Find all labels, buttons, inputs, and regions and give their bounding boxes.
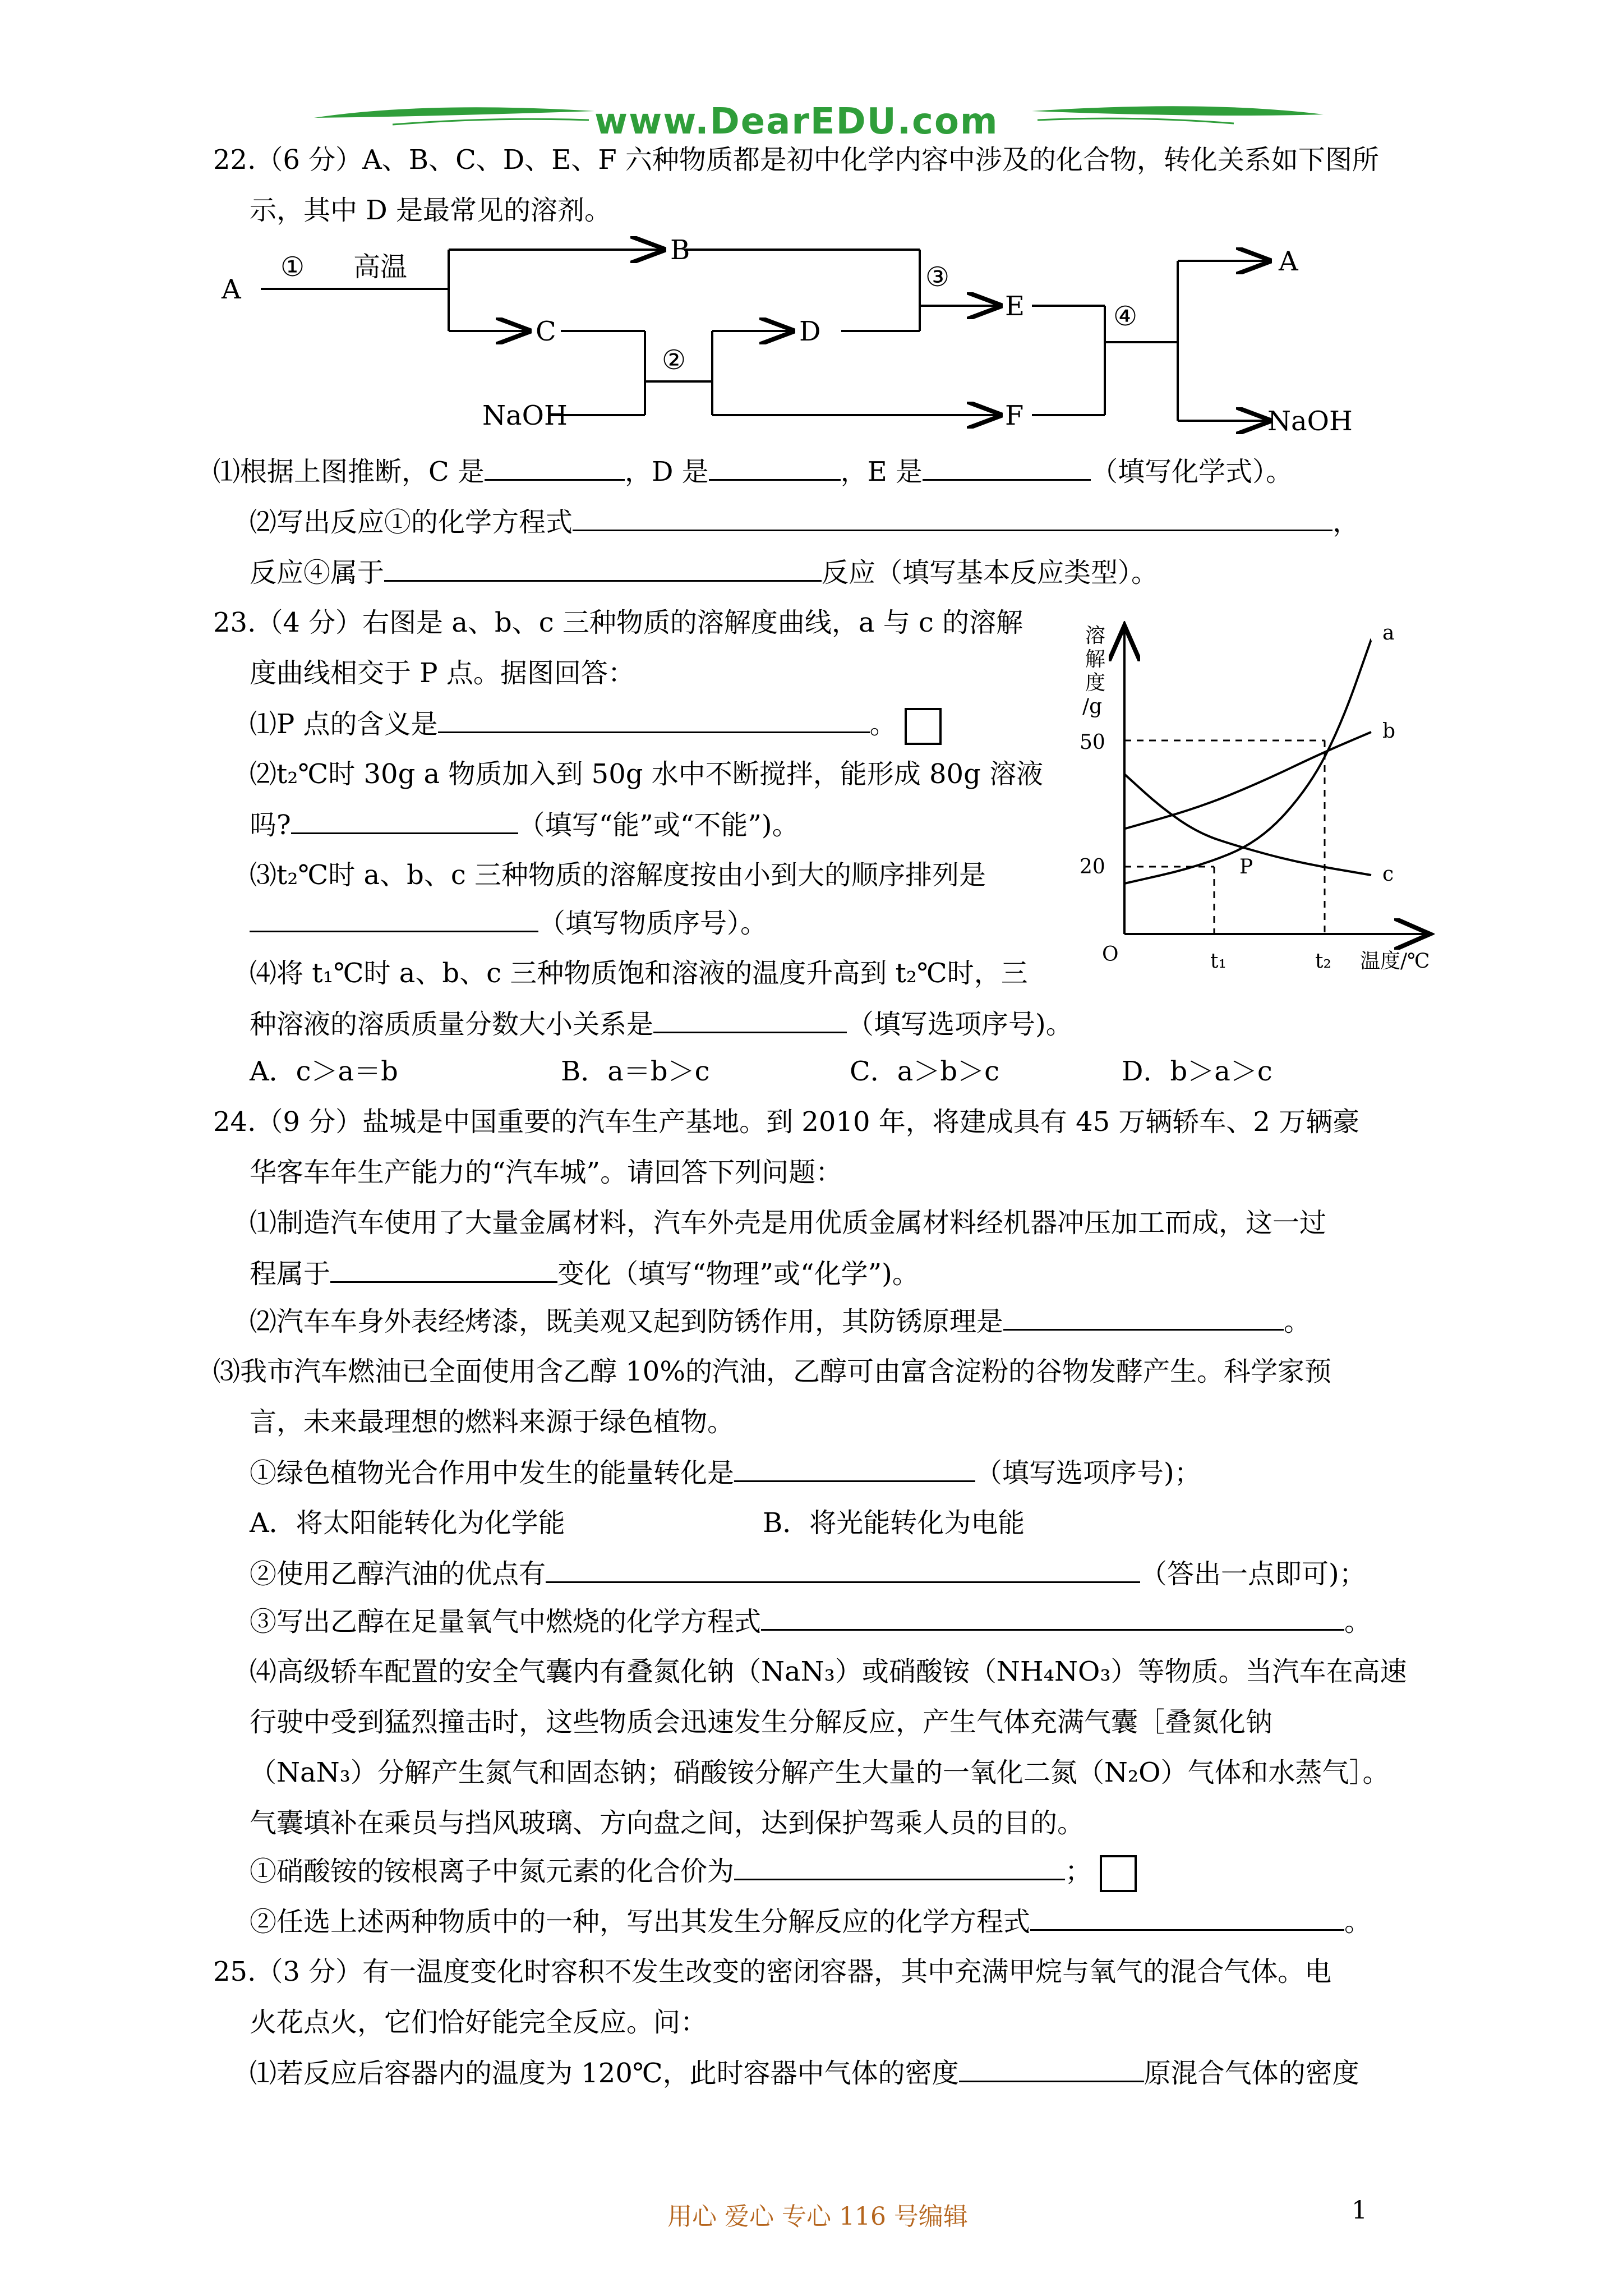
- q25-line1: 25.（3 分）有一温度变化时容积不发生改变的密闭容器，其中充满甲烷与氧气的混合气体。电: [213, 1956, 1332, 1987]
- series-label-c: c: [1382, 863, 1394, 886]
- node-a-left: A: [222, 274, 241, 305]
- q24-sub3: ③写出乙醇在足量氧气中燃烧的化学方程式 。: [250, 1604, 1371, 1639]
- step-2-label: ②: [662, 344, 686, 376]
- q22-part1: ⑴根据上图推断，C 是 ，D 是 ，E 是 （填写化学式）。: [213, 454, 1293, 489]
- q23-part4a: ⑷将 t₁℃时 a、b、c 三种物质饱和溶液的温度升高到 t₂℃时，三: [250, 958, 1028, 989]
- xlabel: 温度/℃: [1360, 950, 1430, 973]
- q24-part4c: （NaN₃）分解产生氮气和固态钠；硝酸铵分解产生大量的一氧化二氮（N₂O）气体和水蒸气］。: [250, 1757, 1390, 1788]
- answer-blank-order[interactable]: [250, 906, 538, 932]
- naoh-product: NaOH: [1267, 406, 1353, 437]
- ylabel-char-1: 溶: [1085, 624, 1106, 647]
- q23-part3b: （填写物质序号）。: [250, 906, 767, 940]
- q24-part4d: 气囊填补在乘员与挡风玻璃、方向盘之间，达到保护驾乘人员的目的。: [250, 1807, 1085, 1839]
- answer-blank-c[interactable]: [485, 454, 625, 481]
- curve-b: [1124, 732, 1371, 829]
- q23-option-d: D．b＞a＞c: [1122, 1056, 1272, 1087]
- node-f: F: [1005, 400, 1024, 431]
- answer-blank-p-meaning[interactable]: [438, 707, 870, 733]
- header-brand: www.DearEDU.com: [594, 101, 999, 142]
- q23-part3a: ⑶t₂℃时 a、b、c 三种物质的溶解度按由小到大的顺序排列是: [250, 859, 986, 891]
- footer-text: 用心 爱心 专心 116 号编辑: [667, 2202, 968, 2231]
- ylabel-char-3: 度: [1085, 671, 1106, 694]
- q23-line2: 度曲线相交于 P 点。据图回答：: [250, 657, 635, 689]
- series-label-a: a: [1382, 622, 1395, 645]
- q22-line1: 22.（6 分）A、B、C、D、E、F 六种物质都是初中化学内容中涉及的化合物，转化关系如下图所: [213, 144, 1379, 176]
- q23-part4b: 种溶液的溶质质量分数大小关系是 （填写选项序号)。: [250, 1007, 1073, 1041]
- x-tick-t2: t₂: [1315, 950, 1331, 973]
- q23-part2b: 吗? （填写“能”或“不能”)。: [250, 808, 799, 842]
- answer-blank-ethanol-advantage[interactable]: [546, 1557, 1140, 1583]
- answer-blank-fraction[interactable]: [653, 1007, 847, 1033]
- q23-line1: 23.（4 分）右图是 a、b、c 三种物质的溶解度曲线，a 与 c 的溶解: [213, 607, 1023, 638]
- ylabel-char-4: /g: [1082, 695, 1103, 718]
- curve-a: [1124, 639, 1371, 884]
- score-box[interactable]: [905, 708, 942, 745]
- ylabel-char-2: 解: [1085, 648, 1106, 671]
- answer-blank-decomposition[interactable]: [1030, 1904, 1344, 1931]
- answer-blank-d[interactable]: [709, 454, 841, 481]
- page-number: 1: [1352, 2196, 1367, 2225]
- answer-blank-energy[interactable]: [734, 1456, 975, 1482]
- q24-option-b: B．将光能转化为电能: [763, 1507, 1025, 1539]
- q25-part1: ⑴若反应后容器内的温度为 120℃，此时容器中气体的密度 原混合气体的密度: [250, 2056, 1359, 2090]
- q23-part2a: ⑵t₂℃时 30g a 物质加入到 50g 水中不断搅拌，能形成 80g 溶液: [250, 758, 1044, 790]
- step-4-label: ④: [1113, 301, 1138, 332]
- answer-blank-change-type[interactable]: [330, 1257, 557, 1283]
- naoh-reactant: NaOH: [482, 400, 568, 431]
- condition-label: 高温: [353, 251, 408, 283]
- q24-part4a: ⑷高级轿车配置的安全气囊内有叠氮化钠（NaN₃）或硝酸铵（NH₄NO₃）等物质。当汽车在高速: [250, 1656, 1407, 1687]
- x-tick-t1: t₁: [1210, 950, 1227, 973]
- answer-blank-valence[interactable]: [734, 1854, 1065, 1880]
- answer-blank-rust-principle[interactable]: [1003, 1304, 1284, 1331]
- node-b: B: [670, 234, 690, 266]
- q24-part4b: 行驶中受到猛烈撞击时，这些物质会迅速发生分解反应，产生气体充满气囊［叠氮化钠: [250, 1706, 1273, 1738]
- q24-option-a: A．将太阳能转化为化学能: [250, 1507, 565, 1539]
- q24-sub2: ②使用乙醇汽油的优点有 （答出一点即可)；: [250, 1557, 1366, 1591]
- y-tick-20: 20: [1080, 855, 1105, 878]
- answer-blank-density[interactable]: [959, 2056, 1144, 2082]
- q22-line2: 示，其中 D 是最常见的溶剂。: [250, 195, 612, 226]
- q24-part3b: 言，未来最理想的燃料来源于绿色植物。: [250, 1406, 735, 1438]
- q24-part1b: 程属于 变化（填写“物理”或“化学”)。: [250, 1257, 919, 1291]
- q25-line2: 火花点火，它们恰好能完全反应。问：: [250, 2007, 708, 2038]
- q23-option-a: A．c＞a＝b: [250, 1056, 398, 1087]
- node-c: C: [536, 316, 556, 347]
- q23-part1: ⑴P 点的含义是 。: [250, 707, 942, 745]
- q24-line1: 24.（9 分）盐城是中国重要的汽车生产基地。到 2010 年，将建成具有 45 万辆轿车、2 万辆豪: [213, 1106, 1360, 1138]
- q23-option-c: C．a＞b＞c: [850, 1056, 999, 1087]
- score-box-2[interactable]: [1100, 1855, 1137, 1892]
- node-e: E: [1005, 291, 1025, 322]
- answer-blank-equation-1[interactable]: [573, 505, 1332, 531]
- q24-part2: ⑵汽车车身外表经烤漆，既美观又起到防锈作用，其防锈原理是 。: [250, 1304, 1311, 1338]
- answer-blank-can-cannot[interactable]: [291, 808, 518, 834]
- solubility-chart: [1066, 614, 1458, 1007]
- q24-part3a: ⑶我市汽车燃油已全面使用含乙醇 10%的汽油，乙醇可由富含淀粉的谷物发酵产生。科学家预: [213, 1356, 1331, 1387]
- point-p-label: P: [1239, 855, 1253, 878]
- step-1-label: ①: [280, 251, 305, 283]
- answer-blank-reaction-type[interactable]: [384, 555, 822, 582]
- node-d: D: [799, 316, 821, 347]
- q24-part1a: ⑴制造汽车使用了大量金属材料，汽车外壳是用优质金属材料经机器冲压加工而成，这一过: [250, 1207, 1327, 1239]
- q22-part2: ⑵写出反应①的化学方程式 ，: [250, 505, 1359, 539]
- q23-option-b: B．a＝b＞c: [561, 1056, 710, 1087]
- series-label-b: b: [1382, 720, 1396, 743]
- q24-sub1: ①绿色植物光合作用中发生的能量转化是 （填写选项序号)；: [250, 1456, 1201, 1490]
- q22-part3: 反应④属于 反应（填写基本反应类型）。: [250, 555, 1158, 590]
- origin-label: O: [1102, 943, 1119, 966]
- answer-blank-combustion[interactable]: [761, 1604, 1344, 1631]
- answer-blank-e[interactable]: [923, 454, 1091, 481]
- q22-reaction-diagram: [213, 230, 1391, 454]
- q24-sub5: ②任选上述两种物质中的一种，写出其发生分解反应的化学方程式 。: [250, 1904, 1371, 1939]
- q24-line2: 华客车年生产能力的“汽车城”。请回答下列问题：: [250, 1157, 843, 1188]
- q24-sub4: ①硝酸铵的铵根离子中氮元素的化合价为 ；: [250, 1854, 1137, 1892]
- y-tick-50: 50: [1080, 731, 1105, 754]
- step-3-label: ③: [925, 261, 950, 293]
- node-a-right: A: [1279, 246, 1298, 277]
